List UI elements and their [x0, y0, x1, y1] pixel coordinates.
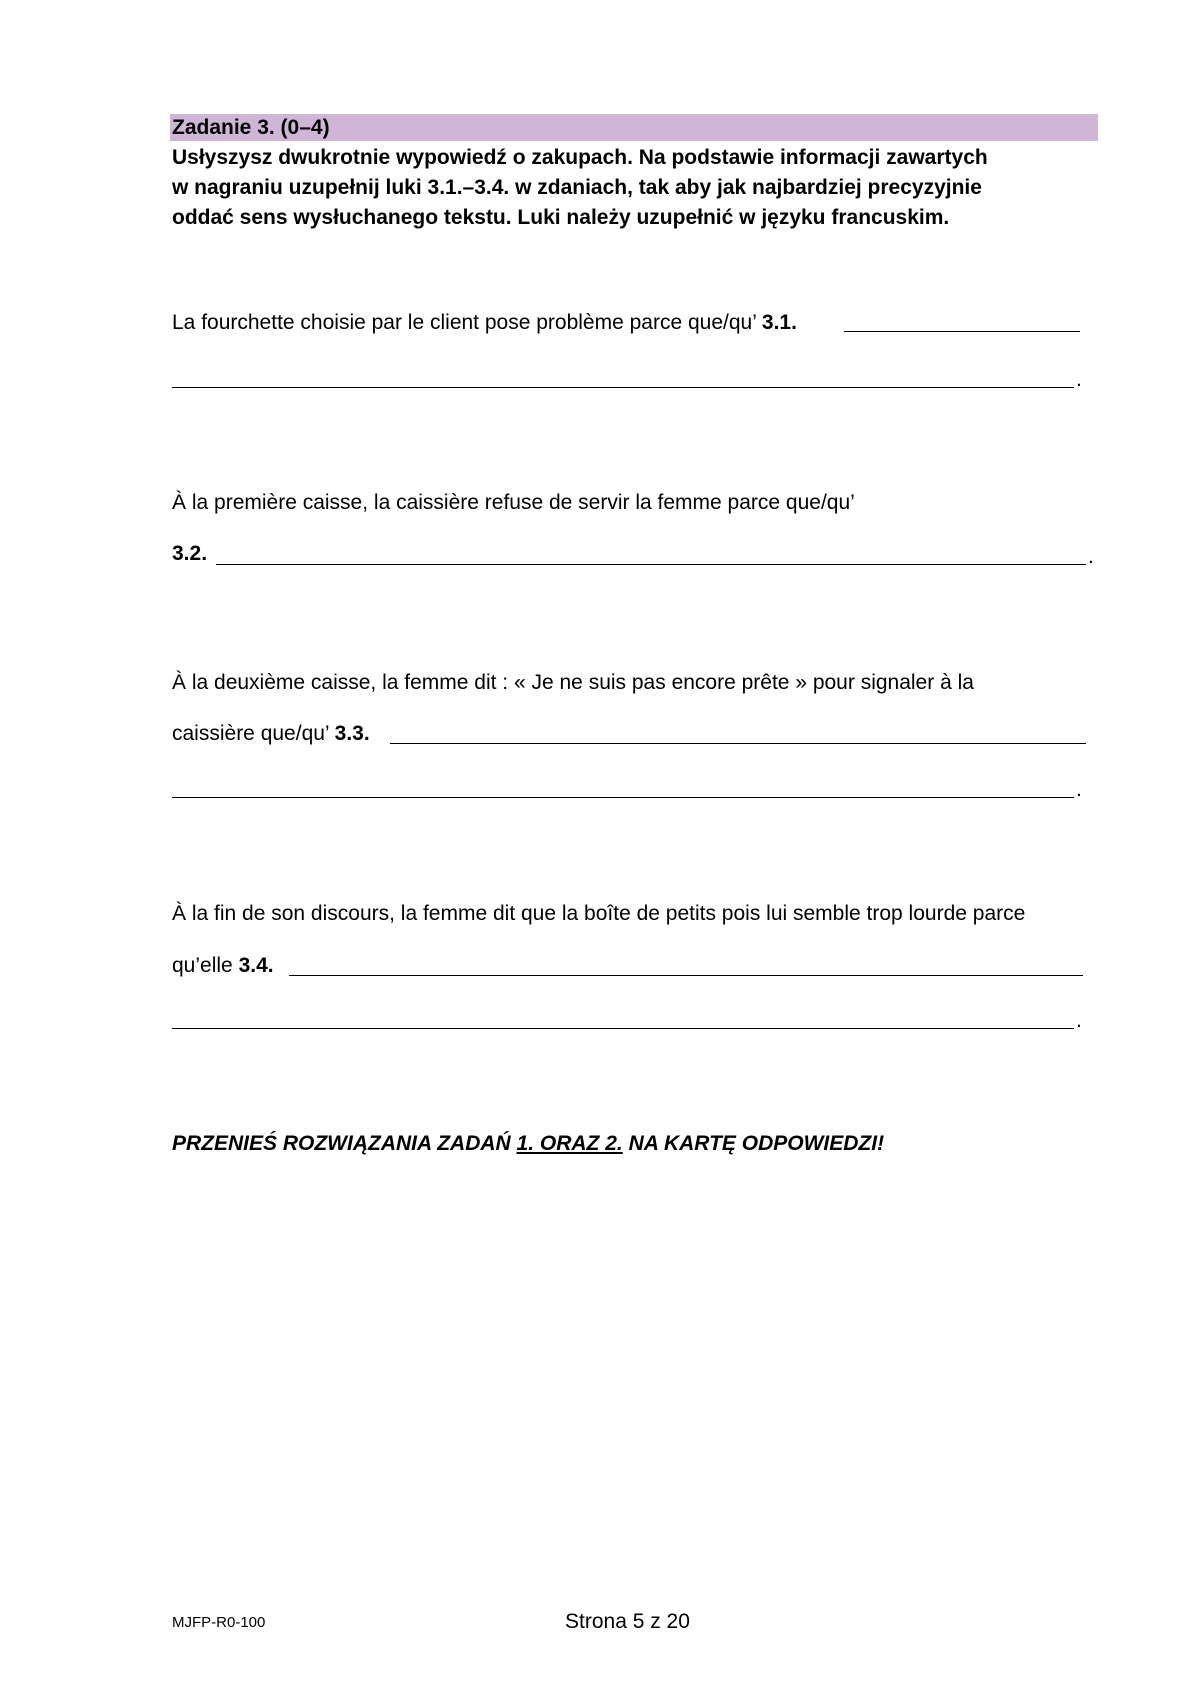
- item-text: qu’elle: [172, 954, 239, 977]
- item-text: La fourchette choisie par le client pose problème parce que/qu’: [172, 311, 762, 334]
- item-3-3-prompt: [172, 670, 974, 696]
- page-number: Strona 5 z 20: [565, 1610, 690, 1633]
- item-3-4-prompt: [172, 901, 1025, 927]
- instruction-line: Usłyszysz dwukrotnie wypowiedź o zakupach. Na podstawie informacji zawartych: [172, 146, 988, 169]
- item-number: 3.3.: [334, 722, 370, 745]
- item-number: 3.4.: [238, 954, 274, 977]
- instruction-line: w nagraniu uzupełnij luki 3.1.–3.4. w zdaniach, tak aby jak najbardziej precyzyjnie: [172, 176, 982, 199]
- answer-blank-3-4-b[interactable]: [172, 1028, 1074, 1029]
- item-number: 3.2.: [172, 542, 208, 565]
- exam-code: MJFP-R0-100: [172, 1614, 266, 1631]
- sentence-end-mark: .: [1076, 368, 1082, 391]
- item-3-2-prompt: [172, 490, 855, 516]
- item-text: À la deuxième caisse, la femme dit : « Je ne suis pas encore prête » pour signaler à la: [172, 671, 974, 694]
- reminder-underlined: 1. ORAZ 2.: [516, 1132, 623, 1155]
- item-text: caissière que/qu’: [172, 722, 335, 745]
- item-text: À la première caisse, la caissière refuse de servir la femme parce que/qu’: [172, 491, 855, 514]
- sentence-end-mark: .: [1088, 545, 1094, 568]
- answer-blank-3-1-a[interactable]: [844, 331, 1080, 332]
- reminder-text: NA KARTĘ ODPOWIEDZI!: [622, 1132, 885, 1155]
- instruction-line: oddać sens wysłuchanego tekstu. Luki należy uzupełnić w języku francuskim.: [172, 206, 950, 229]
- answer-blank-3-3-a[interactable]: [390, 743, 1086, 744]
- item-3-3-line2: [172, 721, 370, 747]
- task-title: Zadanie 3. (0–4): [172, 116, 330, 139]
- transfer-reminder: [172, 1131, 884, 1157]
- task-instructions: [172, 143, 1092, 233]
- item-3-4-line2: [172, 953, 274, 979]
- answer-blank-3-3-b[interactable]: [172, 797, 1074, 798]
- item-3-1-prompt: [172, 310, 797, 336]
- answer-blank-3-2[interactable]: [216, 564, 1086, 565]
- task-header: [170, 114, 1098, 141]
- reminder-text: PRZENIEŚ ROZWIĄZANIA ZADAŃ: [172, 1132, 517, 1155]
- item-number: 3.1.: [761, 311, 797, 334]
- item-text: À la fin de son discours, la femme dit que la boîte de petits pois lui semble trop lourde parce: [172, 902, 1026, 925]
- item-3-2-number-row: [172, 541, 207, 567]
- answer-blank-3-1-b[interactable]: [172, 387, 1074, 388]
- sentence-end-mark: .: [1076, 778, 1082, 801]
- sentence-end-mark: .: [1076, 1009, 1082, 1032]
- answer-blank-3-4-a[interactable]: [289, 975, 1083, 976]
